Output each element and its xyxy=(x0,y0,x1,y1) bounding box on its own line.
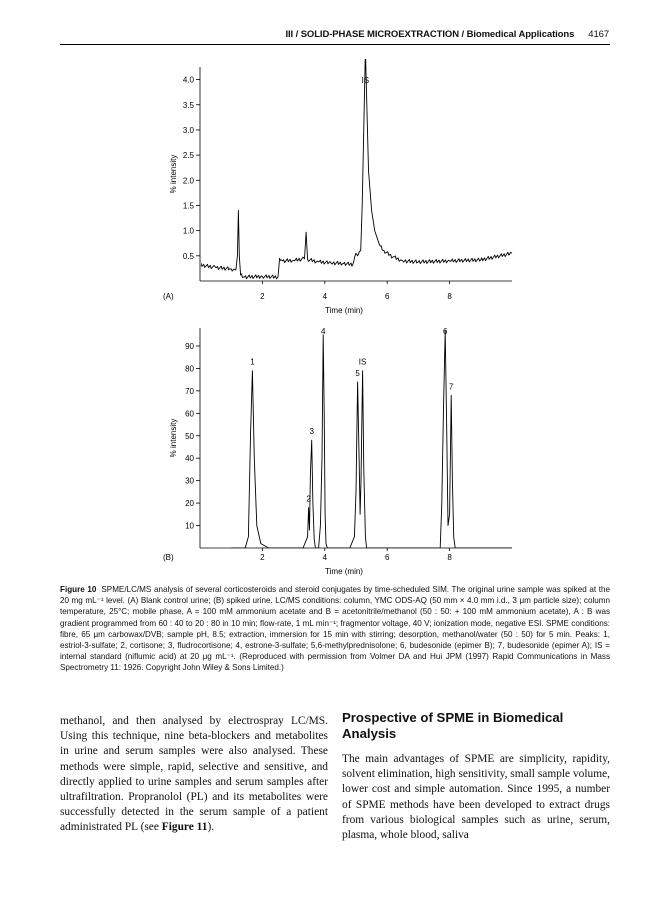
panel-a-y-tick-label: 3.5 xyxy=(182,100,194,110)
left-paragraph-tail: ). xyxy=(207,821,215,834)
figure-11-reference[interactable]: Figure 11 xyxy=(161,821,208,834)
panel-a-label: (A) xyxy=(163,292,174,301)
panel-b-y-tick-label: 20 xyxy=(185,499,194,509)
panel-b-peak-label: 6 xyxy=(443,327,448,336)
figure-caption xyxy=(60,584,610,674)
panel-b-peak-label: 5 xyxy=(355,368,360,378)
panel-b-peak-label: 7 xyxy=(448,382,454,392)
panel-a-x-tick-label: 2 xyxy=(260,292,265,301)
right-paragraph: The main advantages of SPME are simplicity, rapidity, solvent elimination, high sensitivity, small sample volume, lower cost and simple automation. Since 1995, a number of SPME methods have been developed to extract drugs from various biological samples such as urine, serum, plasma, whole blood, saliva xyxy=(342,753,610,842)
panel-b-x-tick-label: 8 xyxy=(447,553,452,562)
panel-b-y-tick-label: 30 xyxy=(185,476,194,486)
panel-b-trace-0 xyxy=(231,330,512,548)
figure-caption-text: SPME/LC/MS analysis of several corticosteroids and steroid conjugates by time-scheduled SIM. The original urine sample was spiked at the 20 mg mL⁻¹ level. (A) Blank control urine; (B) spiked urine. LC/MS conditions: column, YMC ODS-AQ (50 mm × 4.0 mm i.d., 3 μm particle size); column temperature, 25°C; mobile phase, A = 100 mM ammonium acetate and B = acetonitrile/methanol (50 : 50: + 100 mM ammonium acetate), A : B was gradient programmed from 60 : 40 to 20 : 80 in 10 min; flow-rate, 1 mL min⁻¹; fragmentor voltage, 40 V; ionization mode, negative ESI. SPME conditions: fibre, 65 μm carbowax/DVB; sample pH, 8.5; extraction, immersion for 15 min with stirring; desorption, methanol/water (50 : 50) for 5 min. Peaks: 1, estriol-3-sulfate; 2, cortisone; 3, fludrocortisone; 4, estrone-3-sulfate; 5,6-methylprednisolone; 6, budesonide (epimer B); 7, budesonide (epimer A); IS = internal standard (niflumic acid) at 20 μg mL⁻¹. (Reproduced with permission from Volmer DA and Hui JPM (1997) Rapid Communications in Mass Spectrometry 11: 1926. Copyright John Wiley & Sons Limited.) xyxy=(60,585,611,673)
panel-b-x-tick-label: 6 xyxy=(384,553,390,562)
panel-b-peak-label: 1 xyxy=(250,357,255,367)
panel-a-y-tick-label: 4.0 xyxy=(182,75,194,85)
panel-b-y-axis-title: % intensity xyxy=(169,418,178,458)
panel-a-x-tick-label: 6 xyxy=(384,292,390,301)
panel-a-y-tick-label: 1.0 xyxy=(182,226,194,236)
panel-b-label: (B) xyxy=(163,553,174,562)
panel-a-y-tick-label: 1.5 xyxy=(182,201,194,211)
panel-b-y-tick-label: 60 xyxy=(185,409,194,419)
panel-a-y-tick-label: 0.5 xyxy=(182,251,194,261)
panel-b-x-tick-label: 2 xyxy=(260,553,265,562)
panel-a-trace-0 xyxy=(200,49,512,278)
panel-b-y-tick-label: 80 xyxy=(185,364,194,374)
running-title: III / SOLID-PHASE MICROEXTRACTION / Biomedical Applications xyxy=(285,29,575,40)
panel-b-y-tick-label: 50 xyxy=(185,431,194,441)
panel-b-peak-label: 3 xyxy=(309,427,314,437)
panel-a-x-axis-title: Time (min) xyxy=(325,306,363,315)
panel-b-x-axis-title: Time (min) xyxy=(325,567,363,576)
panel-a-peak-label: IS xyxy=(361,76,370,85)
panel-b-peak-label: 2 xyxy=(306,494,311,504)
panel-a-x-tick-label: 4 xyxy=(322,292,328,301)
panel-b-y-tick-label: 40 xyxy=(185,454,194,464)
panel-a-x-tick-label: 8 xyxy=(447,292,452,301)
figure-label: Figure 10 xyxy=(60,585,97,594)
panel-b-x-tick-label: 4 xyxy=(322,553,328,562)
panel-a-y-tick-label: 2.0 xyxy=(182,176,194,186)
panel-b-y-tick-label: 90 xyxy=(185,341,194,351)
left-paragraph-text: methanol, and then analysed by electrospray LC/MS. Using this technique, nine beta-blockers and metabolites in urine and serum samples were also analysed. These methods were simple, rapid, selective and sensitive, and directly applied to urine samples and serum samples after ultrafiltration. Propranolol (PL) and its metabolites were successfully detected in the serum sample of a patient administrated PL (see xyxy=(60,715,328,834)
panel-b-y-tick-label: 10 xyxy=(185,521,194,531)
page-number: 4167 xyxy=(588,29,609,40)
panel-b-peak-label: 4 xyxy=(321,327,326,336)
section-heading: Prospective of SPME in Biomedical Analysis xyxy=(342,710,564,741)
panel-a-y-tick-label: 3.0 xyxy=(182,125,194,135)
left-column xyxy=(60,714,328,836)
panel-b-y-tick-label: 70 xyxy=(185,386,194,396)
panel-b-peak-label: IS xyxy=(358,357,367,367)
panel-a-y-axis-title: % intensity xyxy=(169,154,178,194)
right-column xyxy=(342,710,610,843)
panel-a-y-tick-label: 2.5 xyxy=(182,151,194,161)
left-paragraph xyxy=(60,714,328,836)
